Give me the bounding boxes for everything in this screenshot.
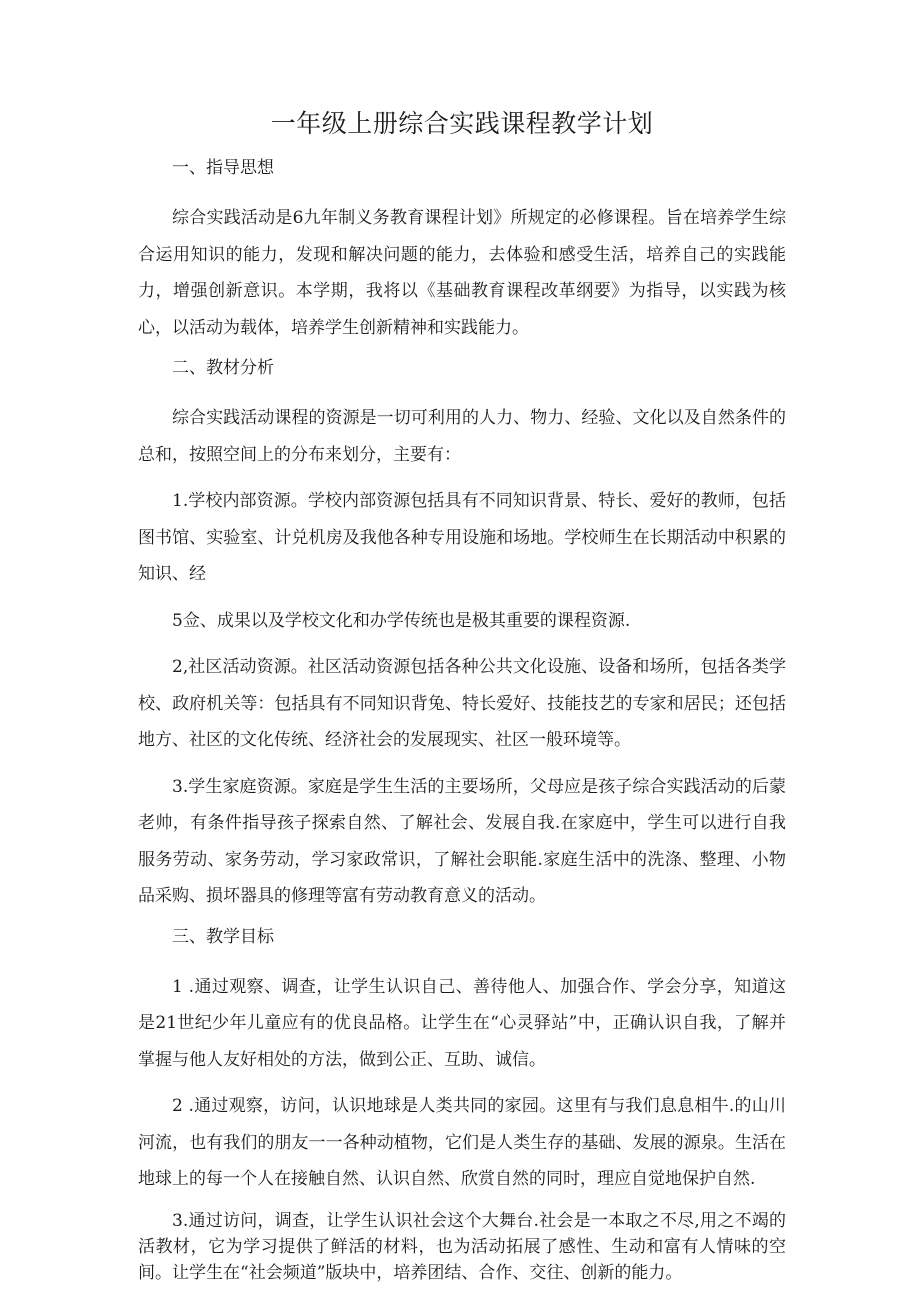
paragraph: 1.学校内部资源。学校内部资源包括具有不同知识背景、特长、爱好的教师，包括图书馆、实验室、计兑机房及我他各种专用设施和场地。学校师生在长期活动中积累的知识、经 [138, 491, 786, 584]
section-heading: 三、教学目标 [172, 926, 274, 947]
document-page [138, 104, 786, 1296]
section-guiding-thought [138, 156, 786, 346]
section-heading: 一、指导思想 [172, 158, 274, 178]
paragraph: 5佥、成果以及学校文化和办学传统也是极其重要的课程资源. [172, 610, 631, 631]
section-teaching-goals [138, 925, 786, 1286]
document-title: 一年级上册综合实践课程教学计划 [270, 109, 654, 138]
paragraph: 3.学生家庭资源。家庭是学生生活的主要场所，父母应是孩子综合实践活动的后蒙老帅，有条件指导孩子探索自然、了解社会、发展自我.在家庭中，学生可以进行自我服务劳动、家务劳动，学习家政常识，了解社会职能.家庭生活中的洗涤、整理、小物品采购、损坏器具的修理等富有劳动教育意义的活动。 [138, 776, 786, 906]
section-textbook-analysis [138, 356, 786, 915]
paragraph: 3.通过访问，调查，让学生认识社会这个大舞台.社会是一本取之不尽,用之不竭的活教材，它为学习提供了鲜活的材料，也为活动拓展了感性、生动和富有人情味的空间。让学生在“社会频道”版块中，培养团结、合作、交往、创新的能力。 [138, 1210, 786, 1283]
paragraph: 综合实践活动是6九年制义务教育课程计划》所规定的必修课程。旨在培养学生综合运用知识的能力，发现和解决问题的能力，去体验和感受生活，培养自己的实践能力，增强创新意识。本学期，我将以《基础教育课程改革纲要》为指导，以实践为核心，以活动为载体，培养学生创新精神和实践能力。 [138, 208, 786, 338]
paragraph: 1 .通过观察、调查，让学生认识自己、善待他人、加强合作、学会分享，知道这是21世纪少年儿童应有的优良品格。让学生在“心灵驿站”中，正确认识自我，了解并掌握与他人友好相处的方法，做到公正、互助、诚信。 [138, 976, 786, 1070]
paragraph: 2 .通过观察，访问，认识地球是人类共同的家园。这里有与我们息息相牛.的山川河流，也有我们的朋友一一各种动植物，它们是人类生存的基础、发展的源泉。生活在地球上的每一个人在接触自然、认识自然、欣赏自然的同时，理应自觉地保护自然. [138, 1096, 786, 1189]
paragraph: 2,社区活动资源。社区活动资源包括各种公共文化设施、设备和场所，包括各类学校、政府机关等：包括具有不同知识背兔、特长爱好、技能技艺的专家和居民；还包括地方、社区的文化传统、经济社会的发展现实、社区一般环境等。 [138, 657, 786, 750]
section-heading: 二、教材分析 [172, 358, 274, 378]
paragraph: 综合实践活动课程的资源是一切可利用的人力、物力、经验、文化以及自然条件的总和，按照空间上的分布来划分，主要有： [138, 408, 786, 465]
